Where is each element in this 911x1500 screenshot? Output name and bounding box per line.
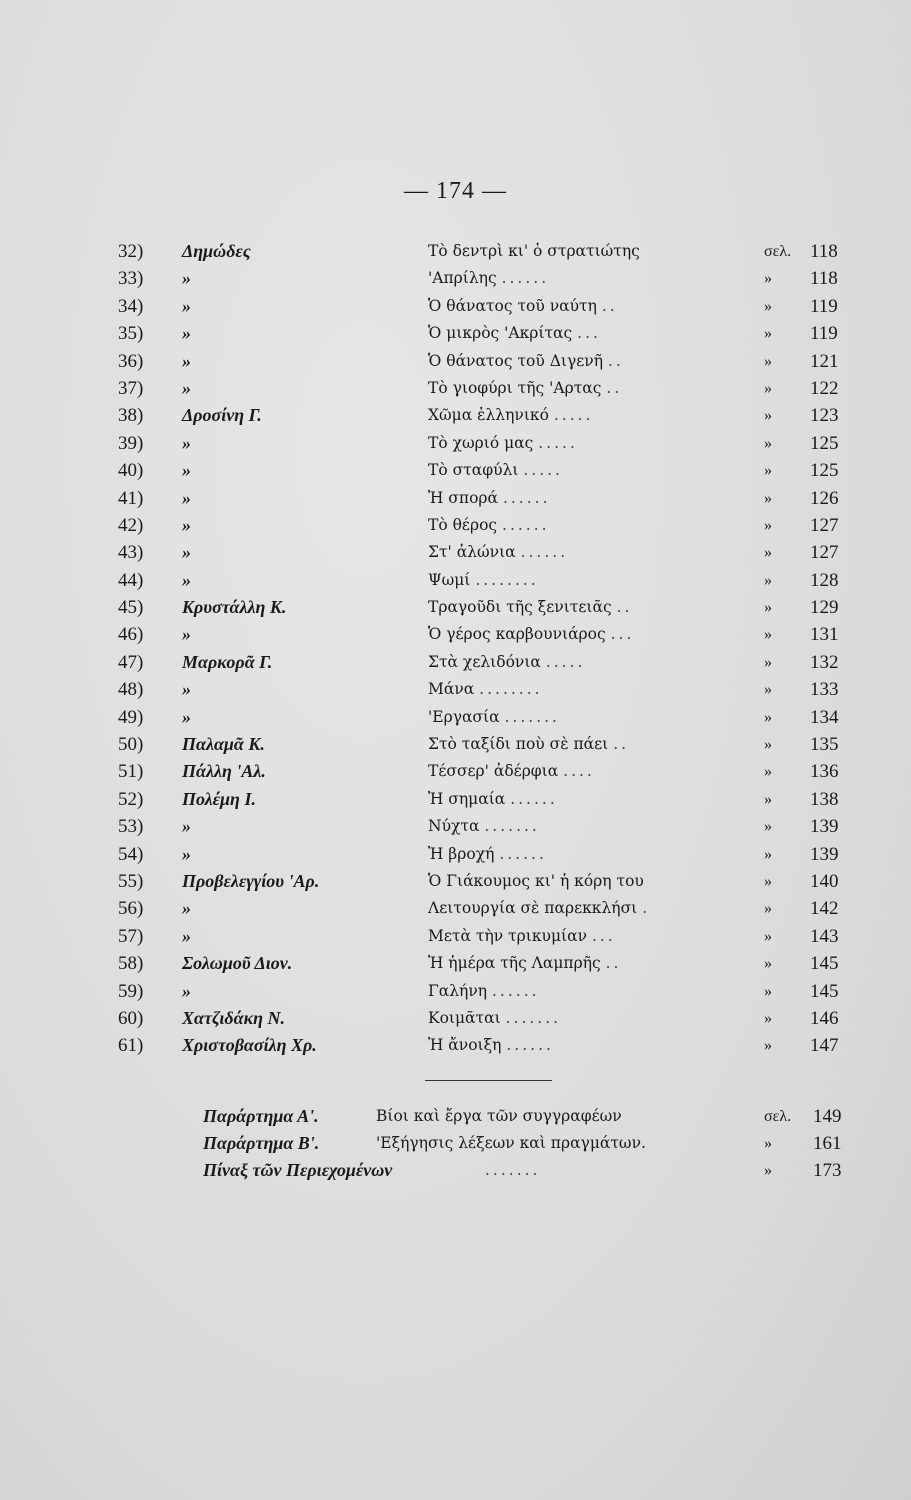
entry-title-group	[428, 457, 563, 484]
entry-page: 127	[810, 542, 839, 564]
entry-title: Στ' ἀλώνια	[428, 543, 516, 562]
entry-title-group	[428, 375, 622, 402]
entry-title: Τραγοῦδι τῆς ξενιτειᾶς	[428, 598, 612, 617]
entry-title-group	[428, 813, 540, 840]
entry-page-ref: »	[764, 462, 772, 480]
toc-entry	[118, 402, 858, 429]
leader-dots: ..	[607, 351, 624, 370]
entry-title: Ὁ μικρὸς 'Ακρίτας	[428, 324, 573, 343]
entry-author: Δροσίνη Γ.	[182, 405, 262, 426]
entry-number: 52)	[118, 788, 144, 810]
appendix-label: Παράρτημα Β'.	[203, 1133, 320, 1153]
entry-title: Ἡ ἡμέρα τῆς Λαμπρῆς	[428, 954, 601, 973]
entry-page: 118	[810, 268, 838, 290]
leader-dots: ......	[491, 981, 540, 1000]
entry-title: 'Εργασία	[428, 707, 500, 726]
leader-dots: ..	[606, 378, 623, 397]
entry-author: »	[182, 460, 191, 481]
appendix-page: 149	[813, 1106, 842, 1127]
appendix-entry	[203, 1103, 863, 1130]
entry-page-ref: »	[764, 900, 772, 918]
entry-page-ref: »	[764, 270, 772, 288]
leader-dots: ..	[605, 954, 622, 973]
entry-title: Τὸ σταφύλι	[428, 461, 519, 480]
entry-page: 125	[810, 432, 839, 454]
appendix-page-ref: »	[764, 1135, 772, 1152]
entry-page: 119	[810, 295, 838, 317]
entry-page: 134	[810, 706, 839, 728]
leader-dots: .......	[505, 1008, 562, 1027]
leader-dots: ...	[577, 324, 601, 343]
toc-entry	[118, 348, 858, 375]
entry-title-group	[428, 841, 547, 868]
entry-page-ref: »	[764, 1037, 772, 1055]
leader-dots: ......	[520, 543, 569, 562]
entry-author: Πάλλη 'Αλ.	[182, 761, 266, 782]
entry-page: 121	[810, 350, 839, 372]
entry-title: Ἡ σημαία	[428, 789, 506, 808]
entry-page-ref: »	[764, 325, 772, 343]
entry-title-group	[428, 978, 540, 1005]
entry-author: »	[182, 487, 191, 508]
entry-author: »	[182, 350, 191, 371]
entry-number: 37)	[118, 377, 144, 399]
entry-page-ref: »	[764, 571, 772, 589]
toc-entry	[118, 320, 858, 347]
entry-page: 122	[810, 377, 839, 399]
entry-title-group	[428, 758, 595, 785]
entry-title-group	[428, 594, 632, 621]
leader-dots: ..	[616, 598, 633, 617]
entry-title: Τὸ θέρος	[428, 515, 498, 534]
entry-page: 140	[810, 870, 839, 892]
entry-author: »	[182, 624, 191, 645]
entry-author: »	[182, 569, 191, 590]
leader-dots: .....	[538, 433, 578, 452]
leader-dots: ......	[499, 844, 547, 863]
entry-page-ref: »	[764, 736, 772, 754]
toc-entry	[118, 512, 858, 539]
entry-number: 61)	[118, 1035, 144, 1057]
entry-title: Ὁ θάνατος τοῦ ναύτη	[428, 296, 597, 315]
entry-title-group	[428, 539, 568, 566]
entry-number: 43)	[118, 542, 144, 564]
section-divider	[425, 1080, 552, 1081]
entry-page: 126	[810, 487, 839, 509]
entry-page-ref: »	[764, 927, 772, 945]
entry-author: »	[182, 925, 191, 946]
entry-page: 145	[810, 980, 839, 1002]
entry-page: 136	[810, 761, 839, 783]
entry-page-ref: »	[764, 489, 772, 507]
appendix-page-ref: σελ.	[764, 1108, 792, 1125]
entry-page-ref: »	[764, 297, 772, 315]
toc-entry	[118, 265, 858, 292]
entry-author: Μαρκορᾶ Γ.	[182, 651, 273, 672]
entry-number: 34)	[118, 295, 144, 317]
entry-title: Ἡ σπορά	[428, 488, 498, 507]
table-of-contents	[118, 238, 858, 1060]
entry-title-group	[428, 649, 585, 676]
entry-page: 125	[810, 460, 839, 482]
toc-entry	[118, 731, 858, 758]
entry-page: 135	[810, 734, 839, 756]
toc-entry	[118, 293, 858, 320]
entry-title-group	[428, 868, 644, 895]
toc-entry	[118, 758, 858, 785]
appendix-list	[203, 1103, 863, 1184]
entry-title: Κοιμᾶται	[428, 1008, 501, 1027]
entry-page: 128	[810, 569, 839, 591]
entry-page: 129	[810, 597, 839, 619]
entry-number: 36)	[118, 350, 144, 372]
entry-number: 57)	[118, 925, 144, 947]
entry-title: Τὸ γιοφύρι τῆς 'Αρτας	[428, 378, 602, 397]
entry-number: 40)	[118, 460, 144, 482]
entry-number: 38)	[118, 405, 144, 427]
entry-title-group	[428, 676, 543, 703]
entry-number: 58)	[118, 953, 144, 975]
toc-entry	[118, 594, 858, 621]
entry-author: »	[182, 514, 191, 535]
entry-title-group	[428, 430, 578, 457]
entry-author: »	[182, 377, 191, 398]
entry-page-ref: »	[764, 872, 772, 890]
entry-title-group	[428, 950, 621, 977]
leader-dots: ....	[563, 762, 595, 781]
entry-page-ref: σελ.	[764, 243, 792, 260]
toc-entry	[118, 868, 858, 895]
entry-page: 132	[810, 651, 839, 673]
entry-page-ref: »	[764, 708, 772, 726]
entry-title-group	[428, 567, 539, 594]
entry-title: Ὁ γέρος καρβουνιάρος	[428, 625, 606, 644]
leader-dots: .......	[484, 817, 540, 836]
entry-title: 'Απρίλης	[428, 269, 497, 288]
entry-page-ref: »	[764, 763, 772, 781]
toc-entry	[118, 649, 858, 676]
entry-page-ref: »	[764, 790, 772, 808]
entry-author: Δημώδες	[182, 241, 251, 261]
entry-page-ref: »	[764, 434, 772, 452]
entry-page: 147	[810, 1035, 839, 1057]
leader-dots: .......	[504, 707, 560, 726]
entry-title: Ὁ Γιάκουμος κι' ἡ κόρη του	[428, 871, 644, 890]
entry-author: »	[182, 980, 191, 1001]
entry-page-ref: »	[764, 544, 772, 562]
entry-page-ref: »	[764, 845, 772, 863]
toc-entry	[118, 539, 858, 566]
entry-title-group	[428, 923, 616, 950]
entry-author: »	[182, 432, 191, 453]
leader-dots: ......	[506, 1036, 554, 1055]
entry-page: 123	[810, 405, 839, 427]
entry-title-group	[428, 786, 558, 813]
leader-dots: ......	[502, 488, 551, 507]
appendix-page: 161	[813, 1133, 842, 1154]
appendix-page: 173	[813, 1160, 842, 1181]
entry-title-group	[428, 621, 634, 648]
entry-author: Χριστοβασίλη Χρ.	[182, 1035, 317, 1056]
leader-dots: ......	[501, 269, 550, 288]
entry-title: Στὸ ταξίδι ποὺ σὲ πάει	[428, 735, 609, 754]
entry-page-ref: »	[764, 1009, 772, 1027]
toc-entry	[118, 457, 858, 484]
entry-title: Ἡ ἄνοιξη	[428, 1036, 502, 1055]
toc-entry	[118, 621, 858, 648]
leader-dots: ......	[510, 789, 558, 808]
entry-number: 41)	[118, 487, 144, 509]
leader-dots: .....	[545, 652, 586, 671]
entry-number: 49)	[118, 706, 144, 728]
entry-title-group	[428, 320, 601, 347]
entry-author: »	[182, 542, 191, 563]
entry-author: »	[182, 295, 191, 316]
entry-author: »	[182, 706, 191, 727]
entry-page: 119	[810, 323, 838, 345]
entry-page-ref: »	[764, 352, 772, 370]
entry-page-ref: »	[764, 681, 772, 699]
leader-dots: ..	[613, 735, 630, 754]
entry-page: 143	[810, 925, 839, 947]
appendix-label: Παράρτημα Α'.	[203, 1106, 319, 1126]
entry-author: Παλαμᾶ Κ.	[182, 734, 265, 755]
toc-entry	[118, 950, 858, 977]
entry-page-ref: »	[764, 407, 772, 425]
entry-number: 32)	[118, 241, 144, 262]
entry-number: 47)	[118, 651, 144, 673]
entry-author: Κρυστάλλη Κ.	[182, 597, 287, 618]
entry-number: 56)	[118, 898, 144, 920]
toc-entry	[118, 923, 858, 950]
entry-page: 138	[810, 788, 839, 810]
toc-entry	[118, 1005, 858, 1032]
toc-entry	[118, 786, 858, 813]
toc-entry	[118, 1032, 858, 1059]
leader-dots: ........	[475, 570, 539, 589]
appendix-entry	[203, 1157, 863, 1184]
toc-entry	[118, 567, 858, 594]
entry-author: »	[182, 679, 191, 700]
entry-title-group	[428, 348, 624, 375]
entry-title-group	[428, 1005, 561, 1032]
entry-title: Μετὰ τὴν τρικυμίαν	[428, 926, 587, 945]
leader-dots: ......	[502, 515, 550, 534]
entry-title-group	[428, 731, 629, 758]
leader-dots: ........	[479, 680, 543, 699]
entry-page: 146	[810, 1007, 839, 1029]
entry-author: »	[182, 898, 191, 919]
toc-entry	[118, 238, 858, 265]
entry-page-ref: »	[764, 982, 772, 1000]
entry-number: 33)	[118, 268, 144, 290]
entry-page-ref: »	[764, 955, 772, 973]
toc-entry	[118, 895, 858, 922]
entry-title: Χῶμα ἑλληνικό	[428, 406, 549, 425]
entry-number: 51)	[118, 761, 144, 783]
toc-entry	[118, 485, 858, 512]
entry-number: 54)	[118, 843, 144, 865]
entry-title-group	[428, 265, 549, 292]
entry-title: Γαλήνη	[428, 981, 488, 1000]
toc-entry	[118, 676, 858, 703]
leader-dots: .	[642, 899, 651, 918]
appendix-text: 'Εξήγησις λέξεων καὶ πραγμάτων.	[376, 1134, 646, 1152]
entry-page-ref: »	[764, 516, 772, 534]
entry-author: »	[182, 816, 191, 837]
toc-entry	[118, 978, 858, 1005]
page-number: — 174 —	[404, 178, 507, 204]
entry-title: Ἡ βροχή	[428, 844, 495, 863]
appendix-text: Βίοι καὶ ἔργα τῶν συγγραφέων	[376, 1107, 622, 1125]
entry-title-group	[428, 485, 551, 512]
entry-title: Τὸ χωριό μας	[428, 433, 534, 452]
entry-number: 50)	[118, 734, 144, 756]
entry-page: 142	[810, 898, 839, 920]
entry-page: 127	[810, 514, 839, 536]
entry-title-group	[428, 512, 550, 539]
entry-title-group	[428, 402, 594, 429]
entry-author: »	[182, 843, 191, 864]
toc-entry	[118, 430, 858, 457]
toc-entry	[118, 813, 858, 840]
entry-page: 139	[810, 816, 839, 838]
entry-number: 48)	[118, 679, 144, 701]
entry-author: »	[182, 323, 191, 344]
entry-title-group	[428, 895, 650, 922]
entry-page: 145	[810, 953, 839, 975]
entry-title: Λειτουργία σὲ παρεκκλήσι	[428, 899, 638, 918]
entry-page-ref: »	[764, 653, 772, 671]
entry-number: 45)	[118, 597, 144, 619]
entry-title-group	[428, 238, 640, 265]
entry-title-group	[428, 1032, 554, 1059]
entry-author: Πολέμη Ι.	[182, 788, 256, 809]
appendix-entry	[203, 1130, 863, 1157]
toc-entry	[118, 841, 858, 868]
toc-entry	[118, 375, 858, 402]
entry-title: Τέσσερ' ἀδέρφια	[428, 762, 559, 781]
entry-page: 131	[810, 624, 839, 646]
appendix-page-ref: »	[764, 1162, 772, 1179]
entry-title: Ψωμί	[428, 570, 471, 589]
entry-number: 59)	[118, 980, 144, 1002]
toc-entry	[118, 704, 858, 731]
entry-title: Μάνα	[428, 680, 475, 699]
entry-number: 53)	[118, 816, 144, 838]
entry-author: Σολωμοῦ Διον.	[182, 953, 293, 974]
entry-page-ref: »	[764, 379, 772, 397]
leader-dots: ...	[610, 625, 635, 644]
leader-dots: .....	[553, 406, 594, 425]
entry-author: Προβελεγγίου 'Αρ.	[182, 870, 320, 891]
appendix-label: Πίναξ τῶν Περιεχομένων	[203, 1160, 393, 1180]
entry-author: Χατζιδάκη Ν.	[182, 1007, 285, 1028]
entry-number: 55)	[118, 870, 144, 892]
entry-number: 44)	[118, 569, 144, 591]
entry-page: 118	[810, 241, 838, 262]
entry-number: 35)	[118, 323, 144, 345]
leader-dots: ...	[591, 926, 616, 945]
entry-title: Ὁ θάνατος τοῦ Διγενῆ	[428, 351, 603, 370]
entry-number: 39)	[118, 432, 144, 454]
entry-author: »	[182, 268, 191, 289]
entry-title: Νύχτα	[428, 817, 480, 836]
entry-number: 42)	[118, 514, 144, 536]
entry-page-ref: »	[764, 818, 772, 836]
leader-dots: ..	[601, 296, 618, 315]
entry-page: 139	[810, 843, 839, 865]
leader-dots: .....	[523, 461, 563, 480]
entry-title-group	[428, 293, 618, 320]
entry-title: Στὰ χελιδόνια	[428, 652, 541, 671]
entry-page: 133	[810, 679, 839, 701]
entry-number: 46)	[118, 624, 144, 646]
entry-page-ref: »	[764, 599, 772, 617]
entry-number: 60)	[118, 1007, 144, 1029]
appendix-text: .......	[485, 1161, 541, 1179]
entry-page-ref: »	[764, 626, 772, 644]
entry-title: Τὸ δεντρὶ κι' ὁ στρατιώτης	[428, 242, 640, 260]
entry-title-group	[428, 704, 560, 731]
